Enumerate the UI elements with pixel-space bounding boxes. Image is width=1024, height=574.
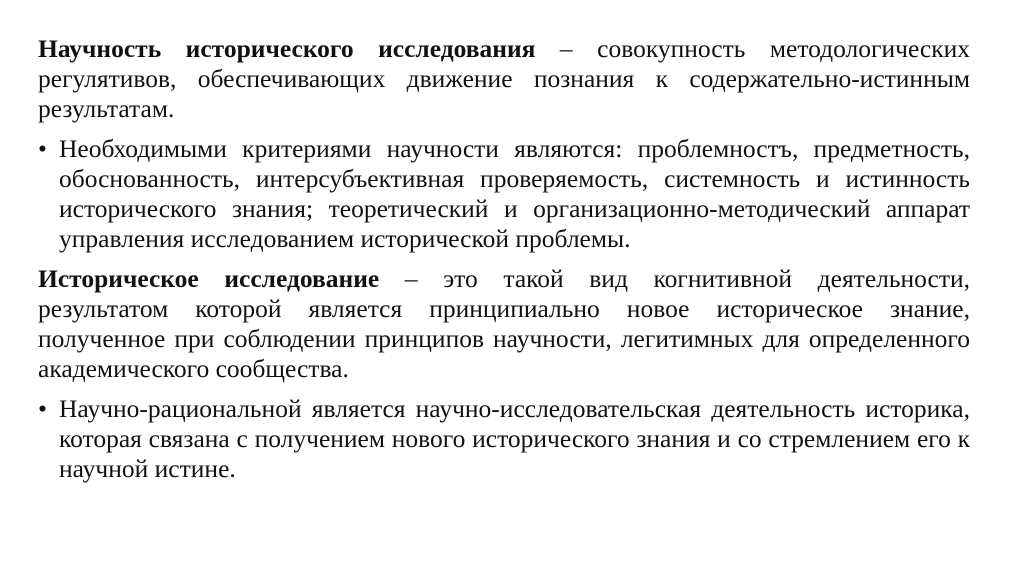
bullet-criteria — [38, 134, 970, 254]
slide-content — [38, 34, 970, 494]
definition-scientific-character — [38, 34, 970, 124]
term-historical-research: Историческое исследование — [38, 264, 380, 293]
bullet-dot-icon: • — [38, 134, 47, 163]
definition-historical-research — [38, 264, 970, 384]
bullet-text: Научно-рациональной является научно-исследовательская деятельность историка, которая связана с получением нового исторического знания и со стремлением его к научной истине. — [59, 394, 970, 483]
definition-text: совокупность методологических регулятивов, обеспечивающих движение познания к содержательно-истинным результатам. — [38, 34, 971, 123]
bullet-rational-activity — [38, 394, 970, 484]
definition-separator: – — [379, 264, 444, 293]
bullet-dot-icon: • — [38, 394, 47, 423]
definition-text: это такой вид когнитивной деятельности, результатом которой является принципиально новое историческое знание, полученное при соблюдении принципов научности, легитимных для определенного академического сообщества. — [38, 264, 971, 383]
definition-separator: – — [535, 34, 598, 63]
bullet-text: Необходимыми критериями научности являются: проблемностъ, предметность, обоснованность, интерсубъективная проверяемость, системность и истинность исторического знания; теоретический и организационно-методический аппарат управления исследованием исторической проблемы. — [59, 134, 970, 253]
term-scientific-character: Научность исторического исследования — [38, 34, 536, 63]
